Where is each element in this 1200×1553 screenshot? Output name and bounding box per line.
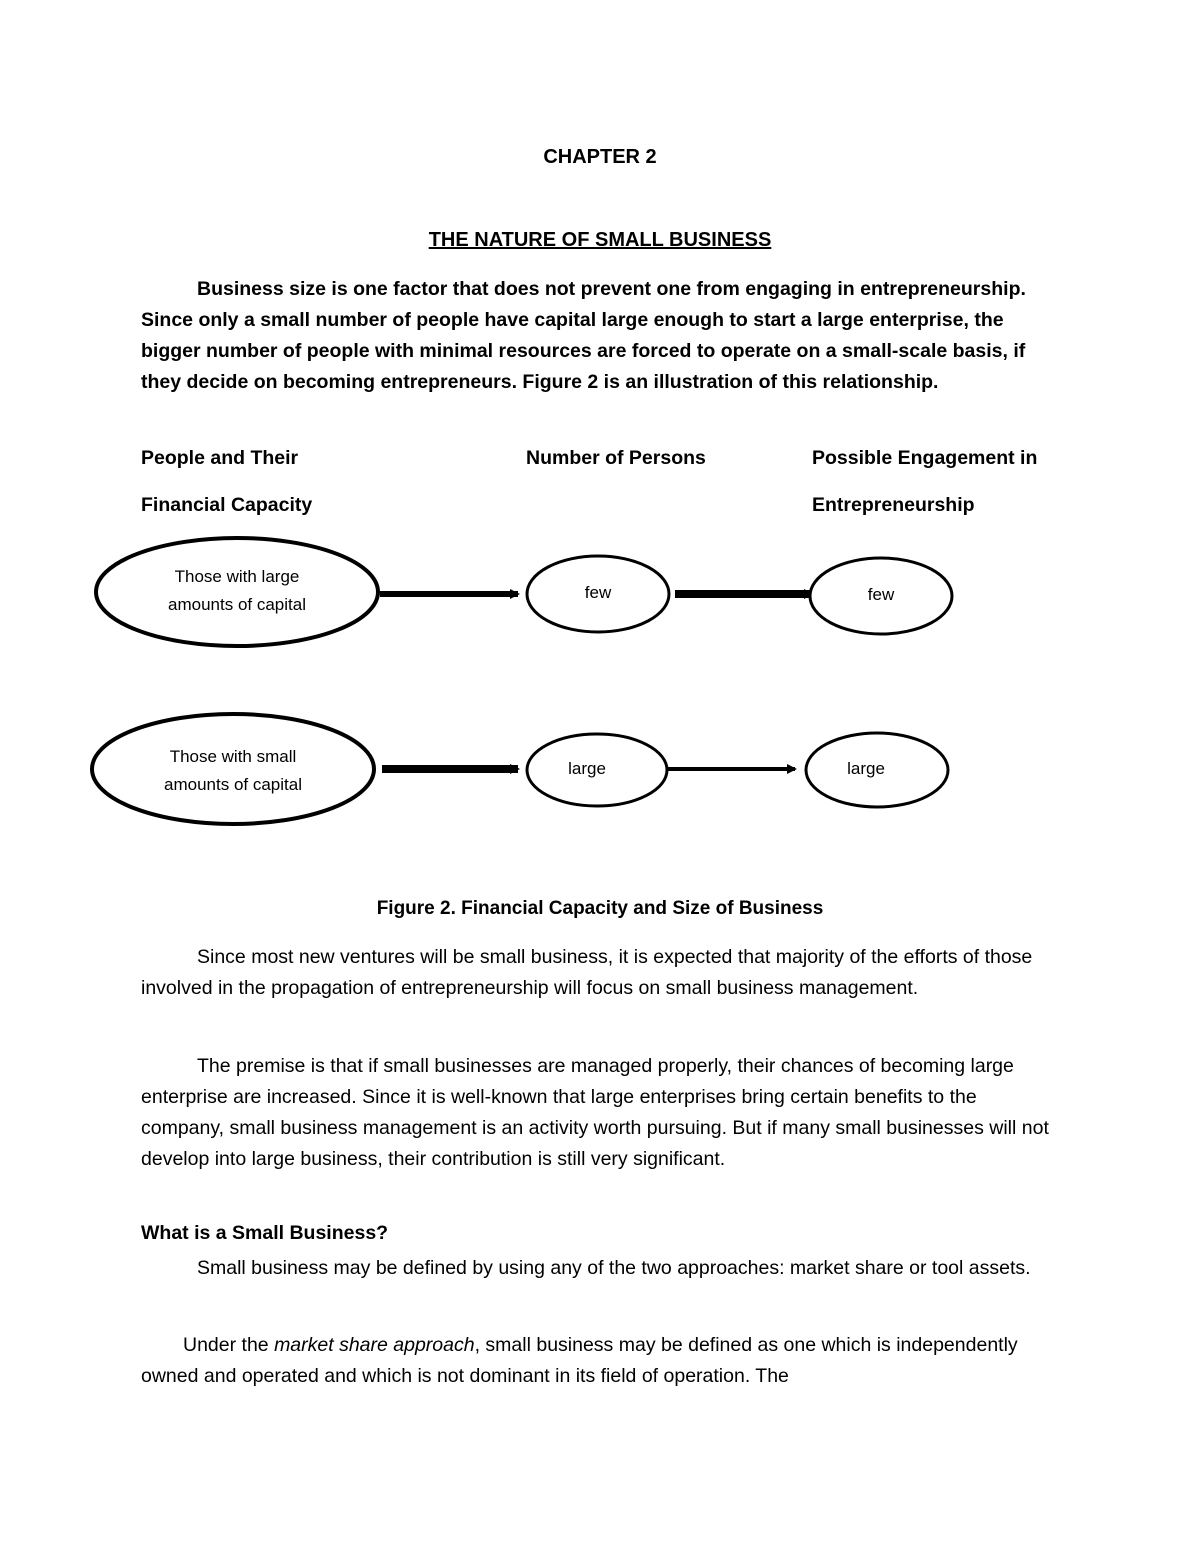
group-node-label: amounts of capital: [168, 595, 306, 614]
engagement-node-label: large: [847, 759, 885, 778]
persons-node-label: large: [568, 759, 606, 778]
persons-node-label: few: [584, 583, 612, 602]
paragraph-text: , small business may be defined as one which is independently owned and operated and which is not dominant in its field of operation. The: [141, 1334, 1018, 1387]
engagement-node-label: few: [867, 585, 895, 604]
paragraph-text: Under the: [183, 1334, 275, 1356]
market-share-term: market share approach: [274, 1334, 475, 1356]
section-heading: What is a Small Business?: [141, 1222, 389, 1244]
column-header-line: Possible Engagement in: [812, 447, 1038, 469]
column-header-line: People and Their: [141, 447, 299, 469]
body-paragraph: Since most new ventures will be small business, it is expected that majority of the efforts of those involved in the propagation of entrepreneurship will focus on small business management.: [141, 946, 1033, 999]
group-node-small-capital: [92, 714, 374, 824]
body-paragraph: The premise is that if small businesses are managed properly, their chances of becoming large enterprise are increased. Since it is well-known that large enterprises bring certain benefits to the company, small business management is an activity worth pursuing. But if many small businesses will not develop into large business, their contribution is still very significant.: [141, 1055, 1049, 1170]
column-header-line: Entrepreneurship: [812, 494, 975, 516]
chapter-title: THE NATURE OF SMALL BUSINESS: [428, 229, 772, 251]
market-share-paragraph: [141, 1330, 1061, 1392]
chapter-number: CHAPTER 2: [543, 146, 657, 168]
intro-paragraph: Business size is one factor that does not prevent one from engaging in entrepreneurship. Since only a small number of people have capital large enough to start a large enterprise, the bigger number of people with minimal resources are forced to operate on a small-scale basis, if they decide on becoming entrepreneurs. Figure 2 is an illustration of this relationship.: [141, 278, 1026, 393]
definition-paragraph: Small business may be defined by using any of the two approaches: market share or tool assets.: [197, 1257, 1031, 1279]
group-node-large-capital: [96, 538, 378, 646]
group-node-label: amounts of capital: [164, 775, 302, 794]
group-node-label: Those with small: [169, 747, 297, 766]
column-header-line: Financial Capacity: [141, 494, 313, 516]
figure-caption: Figure 2. Financial Capacity and Size of Business: [376, 898, 824, 919]
column-header-line: Number of Persons: [526, 447, 706, 469]
group-node-label: Those with large: [174, 567, 300, 586]
